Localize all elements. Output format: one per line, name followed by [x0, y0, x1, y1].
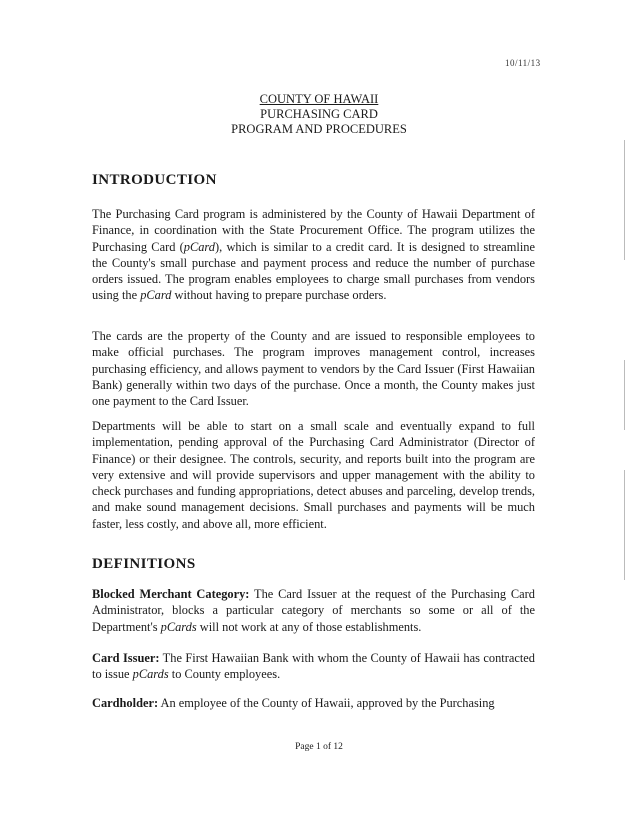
intro-p1-pcard-a: pCard: [183, 239, 215, 254]
definition-text: The Card Issuer at the request of the Purchasing Card Administrator, blocks a particular category of merchants so some or all of the Department's: [92, 587, 535, 634]
definition-cardholder: [92, 695, 535, 711]
intro-p1-text-c: without having to prepare purchase orders.: [171, 288, 387, 303]
intro-p1-pcard-b: pCard: [140, 288, 172, 303]
scan-edge-line: [624, 360, 625, 430]
header-title: PURCHASING CARD: [260, 107, 378, 121]
definition-text: The First Hawaiian Bank with whom the County of Hawaii has contracted to issue: [92, 651, 535, 682]
header-subtitle: PROGRAM AND PROCEDURES: [231, 122, 407, 136]
scan-edge-line: [624, 470, 625, 580]
intro-paragraph-2: The cards are the property of the County and are issued to responsible employees to make official purchases. The program improves management control, increases purchasing efficiency, and allows payment to vendors by the Card Issuer (First Hawaiian Bank) generally within two days of the purchase. Once a month, the County makes just one payment to the Card Issuer.: [92, 329, 535, 409]
document-header: [0, 92, 638, 137]
header-county: COUNTY OF HAWAII: [259, 92, 379, 106]
definitions-heading: DEFINITIONS: [92, 556, 196, 572]
definition-term: Cardholder:: [92, 696, 159, 710]
definition-term: Card Issuer:: [92, 651, 160, 665]
intro-paragraph-3: Departments will be able to start on a small scale and eventually expand to full implementation, pending approval of the Purchasing Card Administrator (Director of Finance) or their designee. The controls, security, and reports built into the program are very extensive and will provide supervisors and upper management with the ability to check purchases and funding appropriations, detect abuses and parceling, develop trends, and make sound management decisions. Small purchases and payments will be much faster, less costly, and above all, more efficient.: [92, 419, 535, 531]
document-date: 10/11/13: [505, 58, 541, 68]
scan-edge-line: [624, 140, 625, 260]
introduction-heading: INTRODUCTION: [92, 172, 217, 188]
definition-blocked-merchant: [92, 586, 535, 635]
definition-term: Blocked Merchant Category:: [92, 587, 250, 601]
definition-pcards: pCards: [160, 619, 197, 634]
definition-text: to County employees.: [168, 667, 281, 682]
definition-text: An employee of the County of Hawaii, approved by the Purchasing: [158, 696, 495, 710]
intro-p1-text-b: ), which is similar to a credit card. It is designed to streamline the County's small purchase and payment process and reduce the number of purchase orders issued. The program enables employees to charge small purchases from vendors using the: [92, 239, 535, 303]
definition-pcards: pCards: [132, 667, 169, 682]
intro-p1-text-a: The Purchasing Card program is administered by the County of Hawaii Department of Finance, in coordination with the State Procurement Office. The program utilizes the Purchasing Card (: [92, 207, 535, 254]
definition-card-issuer: [92, 650, 535, 683]
definition-text: will not work at any of those establishments.: [196, 619, 422, 634]
page-number: Page 1 of 12: [295, 742, 343, 752]
intro-paragraph-1: [92, 206, 535, 304]
